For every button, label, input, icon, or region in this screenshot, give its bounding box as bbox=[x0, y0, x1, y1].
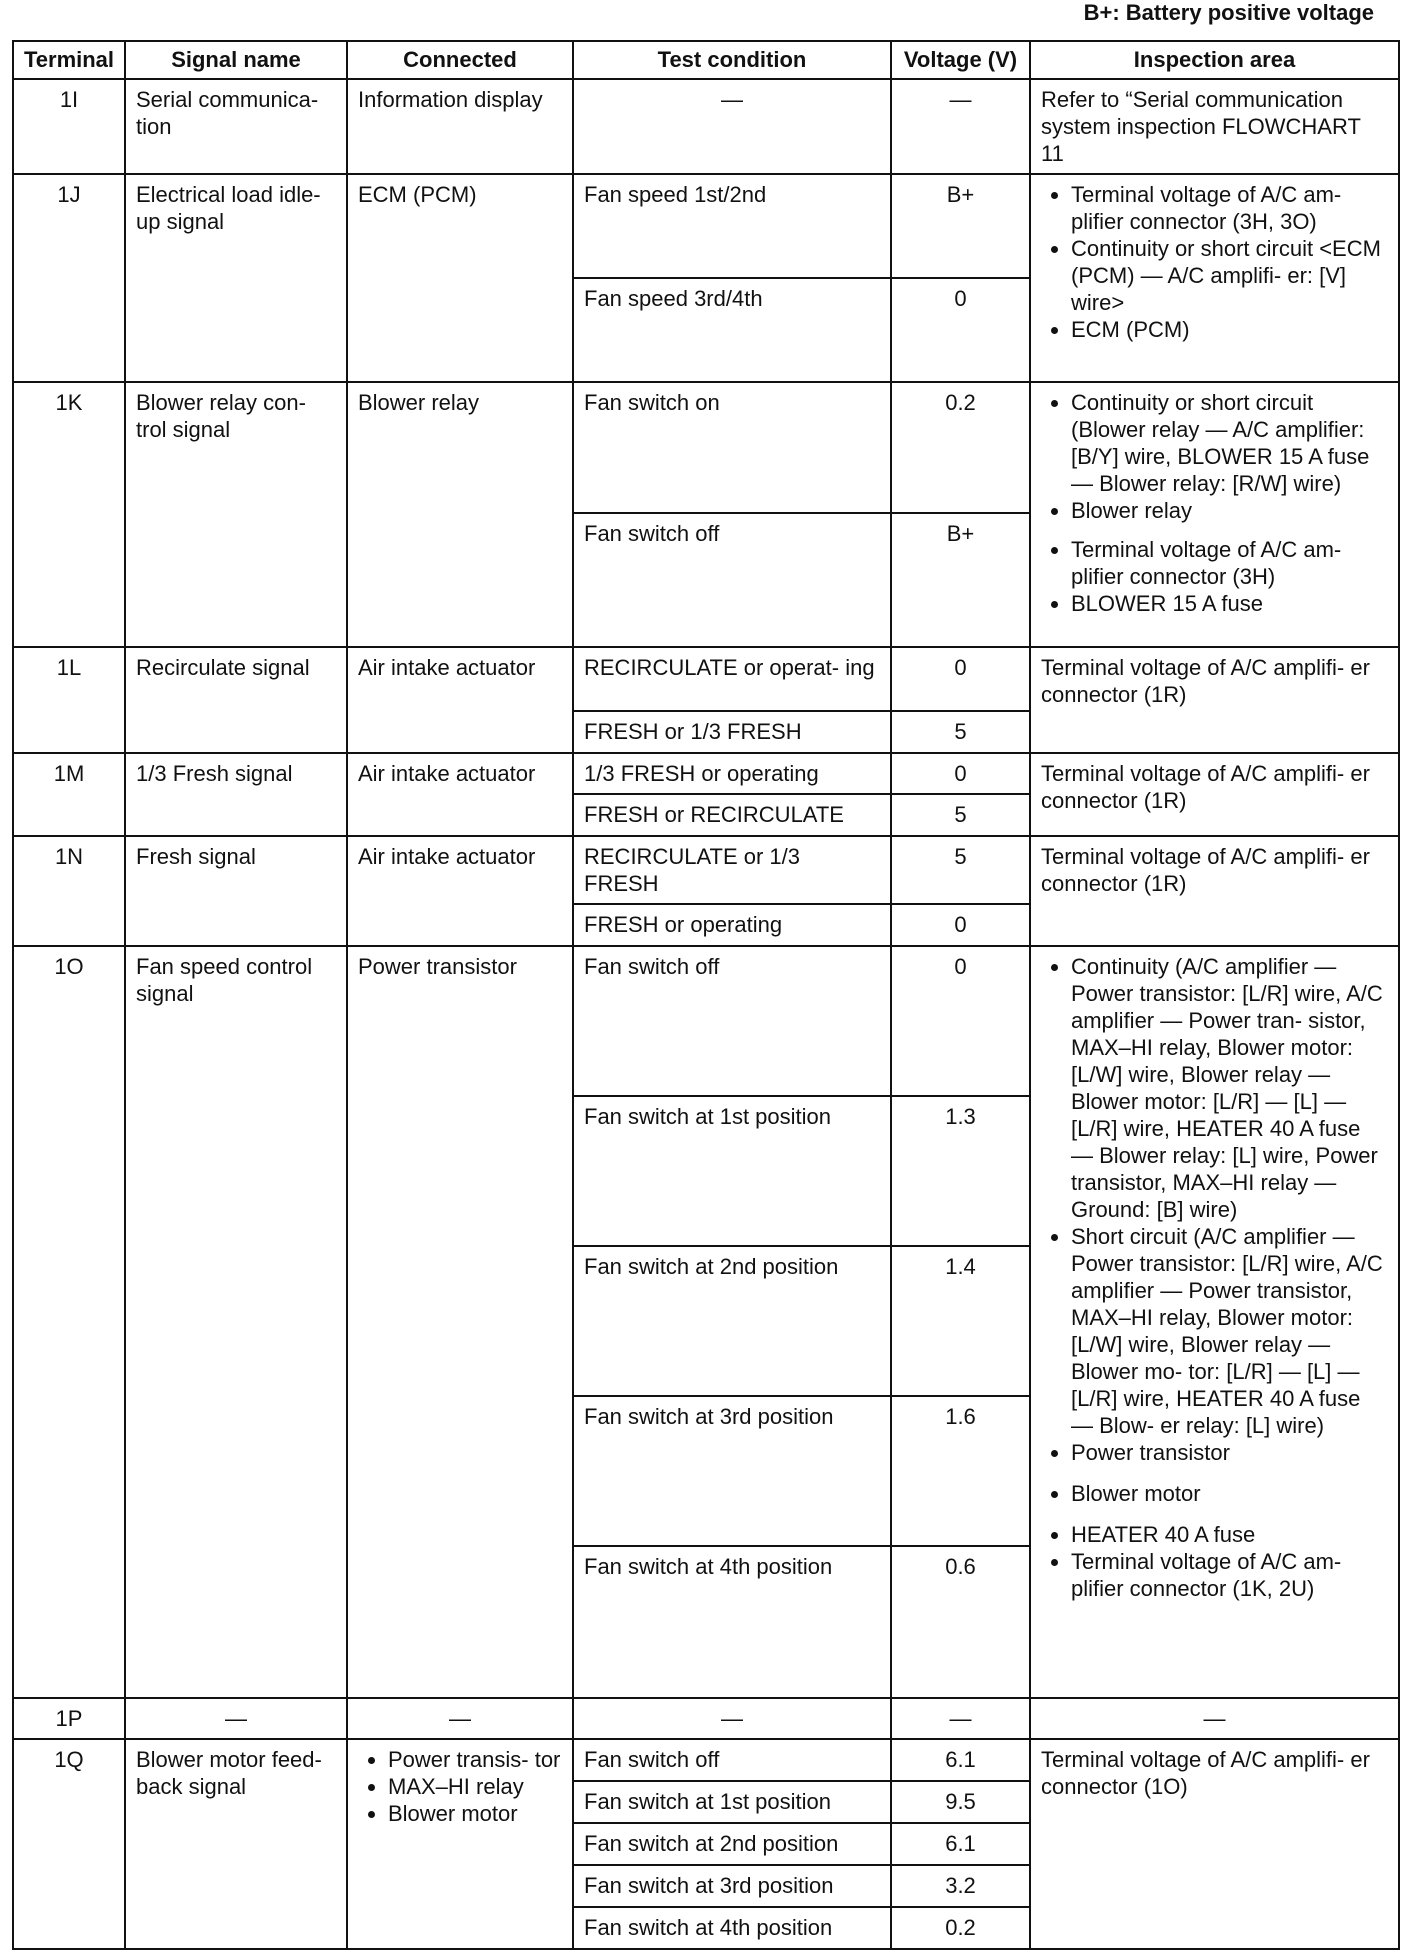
voltage-cell: 0.6 bbox=[891, 1546, 1030, 1698]
signal-cell: 1/3 Fresh signal bbox=[125, 753, 347, 836]
inspection-cell bbox=[1030, 174, 1399, 382]
table-row bbox=[13, 647, 1399, 711]
test-cell: Fan switch off bbox=[573, 1739, 891, 1781]
test-cell: Fan switch at 3rd position bbox=[573, 1865, 891, 1907]
signal-cell: Blower motor feed- back signal bbox=[125, 1739, 347, 1949]
inspection-cell: Terminal voltage of A/C amplifi- er connector (1R) bbox=[1030, 647, 1399, 753]
connected-cell: Air intake actuator bbox=[347, 647, 573, 753]
inspection-item: • Terminal voltage of A/C am- plifier connector (3H, 3O) bbox=[1071, 181, 1388, 235]
battery-note: B+: Battery positive voltage bbox=[1083, 0, 1374, 25]
header-row bbox=[13, 41, 1399, 79]
inspection-cell: Terminal voltage of A/C amplifi- er connector (1R) bbox=[1030, 836, 1399, 946]
terminal-cell: 1L bbox=[13, 647, 125, 753]
test-cell: — bbox=[573, 1698, 891, 1739]
table-row bbox=[13, 1739, 1399, 1781]
inspection-item: • Terminal voltage of A/C am- plifier connector (1K, 2U) bbox=[1071, 1548, 1388, 1602]
table-row bbox=[13, 836, 1399, 904]
connected-cell: Air intake actuator bbox=[347, 836, 573, 946]
test-cell: FRESH or operating bbox=[573, 904, 891, 946]
connected-item: • Blower motor bbox=[388, 1800, 562, 1827]
connected-cell: Power transistor bbox=[347, 946, 573, 1698]
inspection-cell: Terminal voltage of A/C amplifi- er connector (1R) bbox=[1030, 753, 1399, 836]
inspection-item: • Short circuit (A/C amplifier — Power transistor: [L/R] wire, A/C amplifier — Power transistor, MAX–HI relay, Blower motor: [L/W] wire, Blower relay — Blower mo- tor: [L/R] — [L] — [L/R] wire, HEATER 40 A fuse — Blow- er relay: [L] wire) bbox=[1071, 1223, 1388, 1439]
signal-cell: Fan speed control signal bbox=[125, 946, 347, 1698]
signal-cell: Blower relay con- trol signal bbox=[125, 382, 347, 647]
inspection-item: • Blower motor bbox=[1071, 1480, 1388, 1507]
signal-cell: Recirculate signal bbox=[125, 647, 347, 753]
voltage-cell: 0.2 bbox=[891, 382, 1030, 513]
terminal-cell: 1I bbox=[13, 79, 125, 174]
inspection-cell: Terminal voltage of A/C amplifi- er connector (1O) bbox=[1030, 1739, 1399, 1949]
terminal-cell: 1O bbox=[13, 946, 125, 1698]
header-signal-name: Signal name bbox=[125, 41, 347, 79]
inspection-cell bbox=[1030, 382, 1399, 647]
test-cell: Fan switch at 1st position bbox=[573, 1781, 891, 1823]
test-cell: Fan switch at 3rd position bbox=[573, 1396, 891, 1546]
voltage-cell: 6.1 bbox=[891, 1739, 1030, 1781]
test-cell: Fan switch at 1st position bbox=[573, 1096, 891, 1246]
voltage-cell: B+ bbox=[891, 174, 1030, 278]
inspection-item: • Terminal voltage of A/C am- plifier connector (3H) bbox=[1071, 536, 1388, 590]
test-cell: 1/3 FRESH or operating bbox=[573, 753, 891, 794]
voltage-cell: 9.5 bbox=[891, 1781, 1030, 1823]
table-row bbox=[13, 79, 1399, 174]
inspection-item: • BLOWER 15 A fuse bbox=[1071, 590, 1388, 617]
voltage-cell: 0 bbox=[891, 946, 1030, 1096]
voltage-cell: B+ bbox=[891, 513, 1030, 647]
inspection-item: • Blower relay bbox=[1071, 497, 1388, 524]
test-cell: Fan speed 1st/2nd bbox=[573, 174, 891, 278]
connected-cell: — bbox=[347, 1698, 573, 1739]
terminal-cell: 1Q bbox=[13, 1739, 125, 1949]
inspection-item: • ECM (PCM) bbox=[1071, 316, 1388, 343]
voltage-cell: 5 bbox=[891, 711, 1030, 753]
test-cell: — bbox=[573, 79, 891, 174]
terminal-cell: 1M bbox=[13, 753, 125, 836]
terminal-cell: 1J bbox=[13, 174, 125, 382]
header-terminal: Terminal bbox=[13, 41, 125, 79]
header-test-condition: Test condition bbox=[573, 41, 891, 79]
connected-cell: Blower relay bbox=[347, 382, 573, 647]
voltage-cell: 0 bbox=[891, 647, 1030, 711]
voltage-cell: 5 bbox=[891, 794, 1030, 836]
test-cell: Fan switch at 2nd position bbox=[573, 1823, 891, 1865]
terminal-cell: 1N bbox=[13, 836, 125, 946]
test-cell: FRESH or RECIRCULATE bbox=[573, 794, 891, 836]
terminal-cell: 1P bbox=[13, 1698, 125, 1739]
connected-item: • Power transis- tor bbox=[388, 1746, 562, 1773]
connected-cell: Air intake actuator bbox=[347, 753, 573, 836]
table-row bbox=[13, 174, 1399, 278]
inspection-item: • Continuity or short circuit <ECM (PCM) — A/C amplifi- er: [V] wire> bbox=[1071, 235, 1388, 316]
terminal-table bbox=[12, 40, 1400, 1950]
inspection-cell: Refer to “Serial communication system inspection FLOWCHART 11 bbox=[1030, 79, 1399, 174]
voltage-cell: 0 bbox=[891, 278, 1030, 382]
voltage-cell: — bbox=[891, 79, 1030, 174]
table-row bbox=[13, 382, 1399, 513]
signal-cell: Serial communica- tion bbox=[125, 79, 347, 174]
voltage-cell: 0.2 bbox=[891, 1907, 1030, 1949]
voltage-cell: 6.1 bbox=[891, 1823, 1030, 1865]
header-connected: Connected bbox=[347, 41, 573, 79]
signal-cell: — bbox=[125, 1698, 347, 1739]
connected-cell bbox=[347, 1739, 573, 1949]
inspection-cell bbox=[1030, 946, 1399, 1698]
voltage-cell: 5 bbox=[891, 836, 1030, 904]
voltage-cell: — bbox=[891, 1698, 1030, 1739]
connected-item: • MAX–HI relay bbox=[388, 1773, 562, 1800]
test-cell: FRESH or 1/3 FRESH bbox=[573, 711, 891, 753]
header-voltage: Voltage (V) bbox=[891, 41, 1030, 79]
test-cell: Fan switch off bbox=[573, 946, 891, 1096]
inspection-item: • HEATER 40 A fuse bbox=[1071, 1521, 1388, 1548]
table-row bbox=[13, 1698, 1399, 1739]
signal-cell: Electrical load idle- up signal bbox=[125, 174, 347, 382]
header-inspection-area: Inspection area bbox=[1030, 41, 1399, 79]
signal-cell: Fresh signal bbox=[125, 836, 347, 946]
terminal-cell: 1K bbox=[13, 382, 125, 647]
table-row bbox=[13, 753, 1399, 794]
test-cell: Fan switch on bbox=[573, 382, 891, 513]
connected-cell: Information display bbox=[347, 79, 573, 174]
voltage-cell: 0 bbox=[891, 753, 1030, 794]
test-cell: Fan switch at 4th position bbox=[573, 1546, 891, 1698]
inspection-item: • Power transistor bbox=[1071, 1439, 1388, 1466]
table-row bbox=[13, 946, 1399, 1096]
inspection-item: • Continuity or short circuit (Blower relay — A/C amplifier: [B/Y] wire, BLOWER 15 A fuse — Blower relay: [R/W] wire) bbox=[1071, 389, 1388, 497]
connected-cell: ECM (PCM) bbox=[347, 174, 573, 382]
test-cell: RECIRCULATE or operat- ing bbox=[573, 647, 891, 711]
test-cell: RECIRCULATE or 1/3 FRESH bbox=[573, 836, 891, 904]
test-cell: Fan switch off bbox=[573, 513, 891, 647]
voltage-cell: 1.4 bbox=[891, 1246, 1030, 1396]
inspection-cell: — bbox=[1030, 1698, 1399, 1739]
voltage-cell: 1.6 bbox=[891, 1396, 1030, 1546]
test-cell: Fan speed 3rd/4th bbox=[573, 278, 891, 382]
voltage-cell: 3.2 bbox=[891, 1865, 1030, 1907]
voltage-cell: 0 bbox=[891, 904, 1030, 946]
voltage-cell: 1.3 bbox=[891, 1096, 1030, 1246]
inspection-item: • Continuity (A/C amplifier — Power transistor: [L/R] wire, A/C amplifier — Power tran- sistor, MAX–HI relay, Blower motor: [L/W] wire, Blower relay — Blower motor: [L/R] — [L] — [L/R] wire, HEATER 40 A fuse — Blower relay: [L] wire, Power transistor, MAX–HI relay — Ground: [B] wire) bbox=[1071, 953, 1388, 1223]
test-cell: Fan switch at 2nd position bbox=[573, 1246, 891, 1396]
test-cell: Fan switch at 4th position bbox=[573, 1907, 891, 1949]
